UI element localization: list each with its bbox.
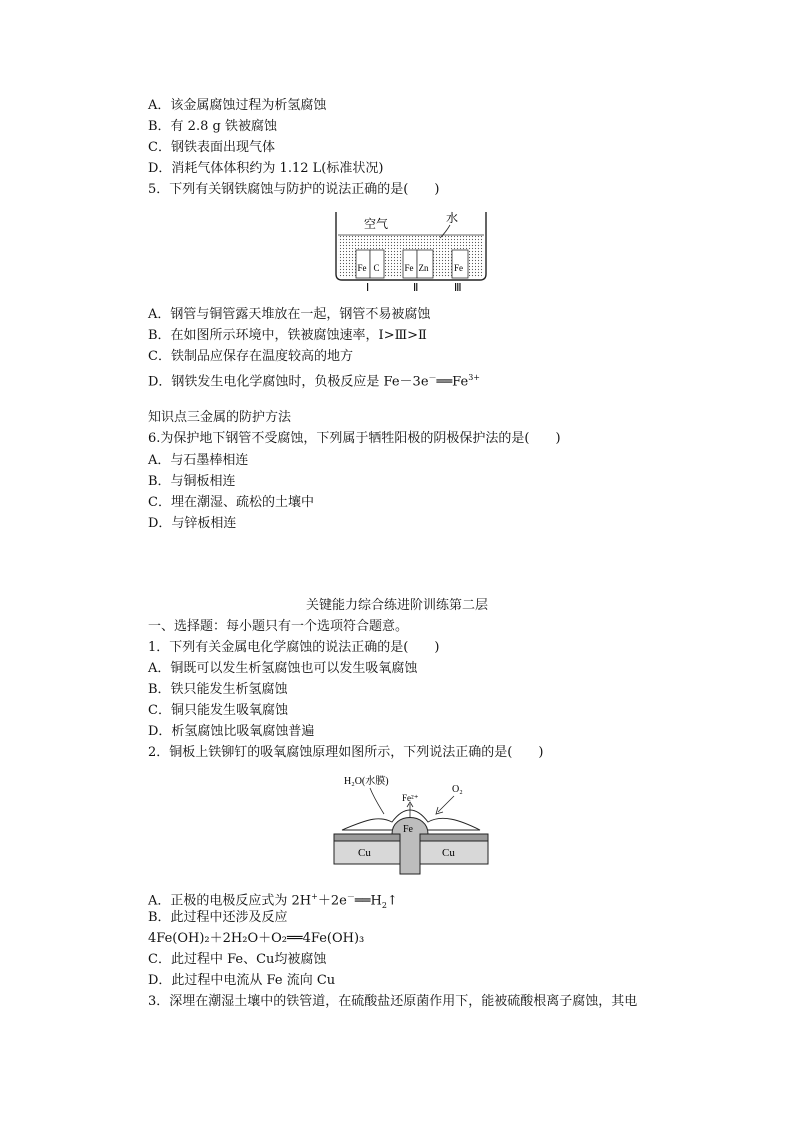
- cell-electrode: Fe: [404, 263, 414, 273]
- rivet-corrosion-figure: [330, 770, 490, 876]
- water-label: 水: [446, 211, 459, 225]
- o2-label: O₂: [452, 784, 463, 795]
- eq-part: ↑: [386, 893, 398, 909]
- option-d-mid: ══Fe: [436, 374, 469, 390]
- eq-part: ＋2e: [317, 893, 347, 909]
- cell-electrode: Zn: [418, 263, 429, 273]
- superscript: －: [346, 892, 355, 901]
- cell-2: [403, 250, 433, 278]
- cell-label: Ⅲ: [454, 282, 462, 294]
- section-heading: 一、选择题：每小题只有一个选项符合题意。: [148, 619, 409, 634]
- page-title: 关键能力综合练进阶训练第二层: [305, 598, 488, 613]
- option-text: B．与铜板相连: [148, 474, 236, 489]
- question-stem: 6.为保护地下钢管不受腐蚀，下列属于牺牲阳极的阴极保护法的是( ): [148, 431, 561, 446]
- option-text: C．钢铁表面出现气体: [148, 140, 275, 155]
- water-film-label: H₂O(水膜): [344, 776, 389, 787]
- option-text: B．有 2.8 g 铁被腐蚀: [148, 119, 277, 134]
- option-text: A．铜既可以发生析氢腐蚀也可以发生吸氧腐蚀: [148, 661, 418, 676]
- cell-electrode: Fe: [357, 263, 367, 273]
- corrosion-cells-figure: [330, 208, 490, 294]
- option-text: A．该金属腐蚀过程为析氢腐蚀: [148, 98, 327, 113]
- air-label: 空气: [364, 217, 389, 231]
- question-stem: 1．下列有关金属电化学腐蚀的说法正确的是( ): [148, 640, 440, 655]
- equation: 4Fe(OH)₂＋2H₂O＋O₂══4Fe(OH)₃: [148, 931, 365, 946]
- fe-label: Fe: [403, 824, 413, 835]
- superscript: －: [428, 373, 437, 382]
- question-stem: 3．深埋在潮湿土壤中的铁管道，在硫酸盐还原菌作用下，能被硫酸根离子腐蚀，其电: [148, 994, 638, 1009]
- option-text: C．铁制品应保存在温度较高的地方: [148, 349, 353, 364]
- option-text: D．与锌板相连: [148, 516, 237, 531]
- option-text: C．埋在潮湿、疏松的土壤中: [148, 495, 314, 510]
- superscript: 3+: [468, 373, 480, 382]
- option-text: [148, 369, 480, 391]
- cell-1: [356, 250, 384, 278]
- option-text: B．此过程中还涉及反应: [148, 910, 288, 925]
- question-stem: 2．铜板上铁铆钉的吸氧腐蚀原理如图所示，下列说法正确的是( ): [148, 745, 544, 760]
- option-text: B．在如图所示环境中，铁被腐蚀速率，Ⅰ>Ⅲ>Ⅱ: [148, 328, 427, 343]
- cu-label-right: Cu: [442, 847, 455, 859]
- cell-label: Ⅱ: [413, 282, 419, 294]
- option-text: B．铁只能发生析氢腐蚀: [148, 682, 288, 697]
- eq-part: A．正极的电极反应式为 2H: [148, 893, 312, 909]
- option-text: C．铜只能发生吸氧腐蚀: [148, 703, 288, 718]
- option-text: A．与石墨棒相连: [148, 453, 249, 468]
- fe-ion-label: Fe²⁺: [402, 793, 419, 803]
- superscript: +: [311, 892, 318, 901]
- option-text: A．钢管与铜管露天堆放在一起，钢管不易被腐蚀: [148, 307, 431, 322]
- option-d-prefix: D．钢铁发生电化学腐蚀时，负极反应是 Fe－3e: [148, 374, 429, 390]
- cu-label-left: Cu: [358, 847, 371, 859]
- option-text: C．此过程中 Fe、Cu均被腐蚀: [148, 952, 327, 967]
- cell-electrode: C: [373, 263, 380, 273]
- cell-electrode: Fe: [454, 263, 463, 273]
- question-stem: 5．下列有关钢铁腐蚀与防护的说法正确的是( ): [148, 182, 440, 197]
- cell-3: [452, 250, 468, 278]
- option-text: D．消耗气体体积约为 1.12 L(标准状况): [148, 161, 384, 176]
- option-text: D．析氢腐蚀比吸氧腐蚀普遍: [148, 724, 315, 739]
- subscript: 2: [381, 900, 387, 910]
- o2-arrow: [438, 796, 454, 812]
- option-text: D．此过程中电流从 Fe 流向 Cu: [148, 973, 336, 988]
- section-heading: 知识点三金属的防护方法: [148, 410, 292, 425]
- cell-label: Ⅰ: [366, 282, 370, 294]
- eq-part: ══H: [354, 893, 382, 909]
